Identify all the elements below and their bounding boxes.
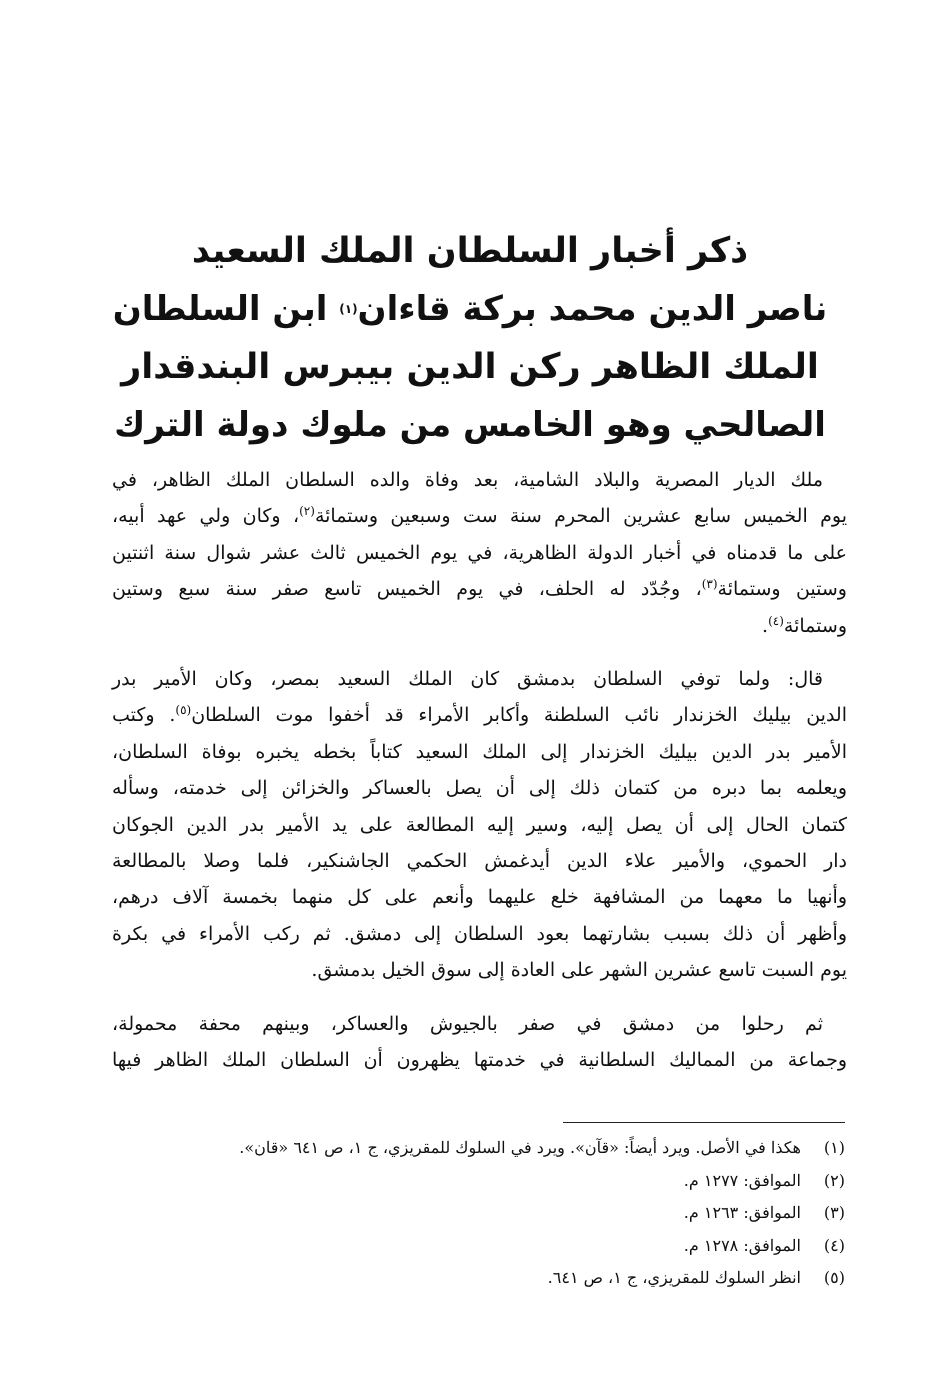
- chapter-heading: [110, 222, 830, 454]
- body-text: [112, 462, 847, 1079]
- footnote-text: انظر السلوك للمقريزي، ج ١، ص ٦٤١.: [547, 1268, 801, 1287]
- footnote-number: (٢): [823, 1170, 845, 1190]
- footnote-3: [100, 1197, 845, 1230]
- text-line: ويعلمه بما دبره من كتمان ذلك إلى أن يصل بالعساكر والخزائن إلى خدمته، وسأله: [112, 777, 847, 800]
- footnote-marker-2: (٢): [299, 504, 315, 519]
- paragraph-3: [112, 1006, 847, 1079]
- text-run: .: [762, 614, 769, 637]
- footnote-marker-1: (١): [339, 301, 358, 316]
- text-line: وجماعة من المماليك السلطانية في خدمتها يظهرون أن السلطان الملك الظاهر فيها: [112, 1049, 847, 1072]
- footnote-number: (٤): [823, 1235, 845, 1255]
- text-run: يوم الخميس سابع عشرين المحرم سنة ست وسبعين وستمائة: [314, 505, 847, 528]
- footnote-divider: [563, 1122, 845, 1123]
- text-line: [112, 608, 847, 644]
- text-line: ملك الديار المصرية والبلاد الشامية، بعد وفاة والده السلطان الملك الظاهر، في: [112, 469, 823, 491]
- text-line: [112, 571, 847, 607]
- text-run: . وكتب: [112, 704, 176, 727]
- footnote-number: (١): [823, 1138, 845, 1157]
- text-run: وستمائة: [783, 614, 847, 637]
- heading-line-4: الصالحي وهو الخامس من ملوك دولة الترك: [114, 405, 826, 445]
- footnote-text: الموافق: ١٢٦٣ م.: [683, 1203, 801, 1222]
- text-run: ، وجُدّد له الحلف، في يوم الخميس تاسع صفر سنة سبع وستين: [112, 578, 702, 601]
- footnote-marker-5: (٥): [175, 703, 192, 718]
- text-line: وأنهيا ما معهما من المشافهة خلع عليهما وأنعم على كل منهما بخمسة آلاف درهم،: [112, 886, 847, 909]
- text-line: وأظهر أن ذلك بسبب بشارتهما بعود السلطان إلى دمشق. ثم ركب الأمراء في بكرة: [112, 922, 847, 945]
- text-line: قال: ولما توفي السلطان بدمشق كان الملك السعيد بمصر، وكان الأمير بدر: [112, 668, 823, 691]
- text-line: الأمير بدر الدين بيليك الخزندار إلى الملك السعيد كتاباً بخطه يخبره بوفاة السلطان،: [112, 740, 847, 763]
- heading-line-3: الملك الظاهر ركن الدين بيبرس البندقدار: [121, 347, 819, 387]
- text-line: [112, 697, 847, 733]
- footnote-text: الموافق: ١٢٧٧ م.: [683, 1170, 801, 1190]
- text-line: [112, 498, 847, 534]
- heading-line-2-tail: ابن السلطان: [112, 289, 340, 329]
- text-line: دار الحموي، والأمير علاء الدين أيدغمش الحكمي الجاشنكير، فلما وصلا بالمطالعة: [112, 850, 847, 873]
- footnote-number: (٥): [823, 1268, 845, 1287]
- paragraph-2: [112, 661, 847, 989]
- footnotes: [100, 1132, 845, 1295]
- heading-line-2-text: ناصر الدين محمد بركة قاءان: [357, 289, 828, 329]
- text-line: يوم السبت تاسع عشرين الشهر على العادة إلى سوق الخيل بدمشق.: [311, 959, 847, 982]
- footnote-marker-4: (٤): [768, 613, 784, 628]
- text-run: وستين وستمائة: [717, 578, 847, 601]
- text-line: ثم رحلوا من دمشق في صفر بالجيوش والعساكر، وبينهم محفة محمولة،: [112, 1012, 823, 1035]
- text-run: ، وكان ولي عهد أبيه،: [112, 505, 300, 528]
- footnote-number: (٣): [823, 1203, 845, 1222]
- footnote-2: [100, 1165, 845, 1198]
- footnote-1: [100, 1132, 845, 1165]
- heading-line-2: [110, 280, 830, 338]
- text-run: الدين بيليك الخزندار نائب السلطنة وأكابر الأمراء قد أخفوا موت السلطان: [191, 704, 847, 727]
- footnote-4: [100, 1230, 845, 1263]
- footnote-text: هكذا في الأصل. ويرد أيضاً: «قآن». ويرد في السلوك للمقريزي، ج ١، ص ٦٤١ «قان».: [239, 1138, 801, 1157]
- heading-line-1: ذكر أخبار السلطان الملك السعيد: [191, 231, 749, 271]
- text-line: على ما قدمناه في أخبار الدولة الظاهرية، في يوم الخميس ثالث عشر شوال سنة اثنتين: [112, 541, 847, 564]
- footnote-marker-3: (٣): [701, 577, 718, 592]
- text-line: كتمان الحال إلى أن يصل إليه، وسير إليه المطالعة على يد الأمير بدر الدين الجوكان: [112, 813, 847, 836]
- footnote-5: [100, 1262, 845, 1295]
- paragraph-1: [112, 462, 847, 644]
- footnote-text: الموافق: ١٢٧٨ م.: [683, 1235, 801, 1255]
